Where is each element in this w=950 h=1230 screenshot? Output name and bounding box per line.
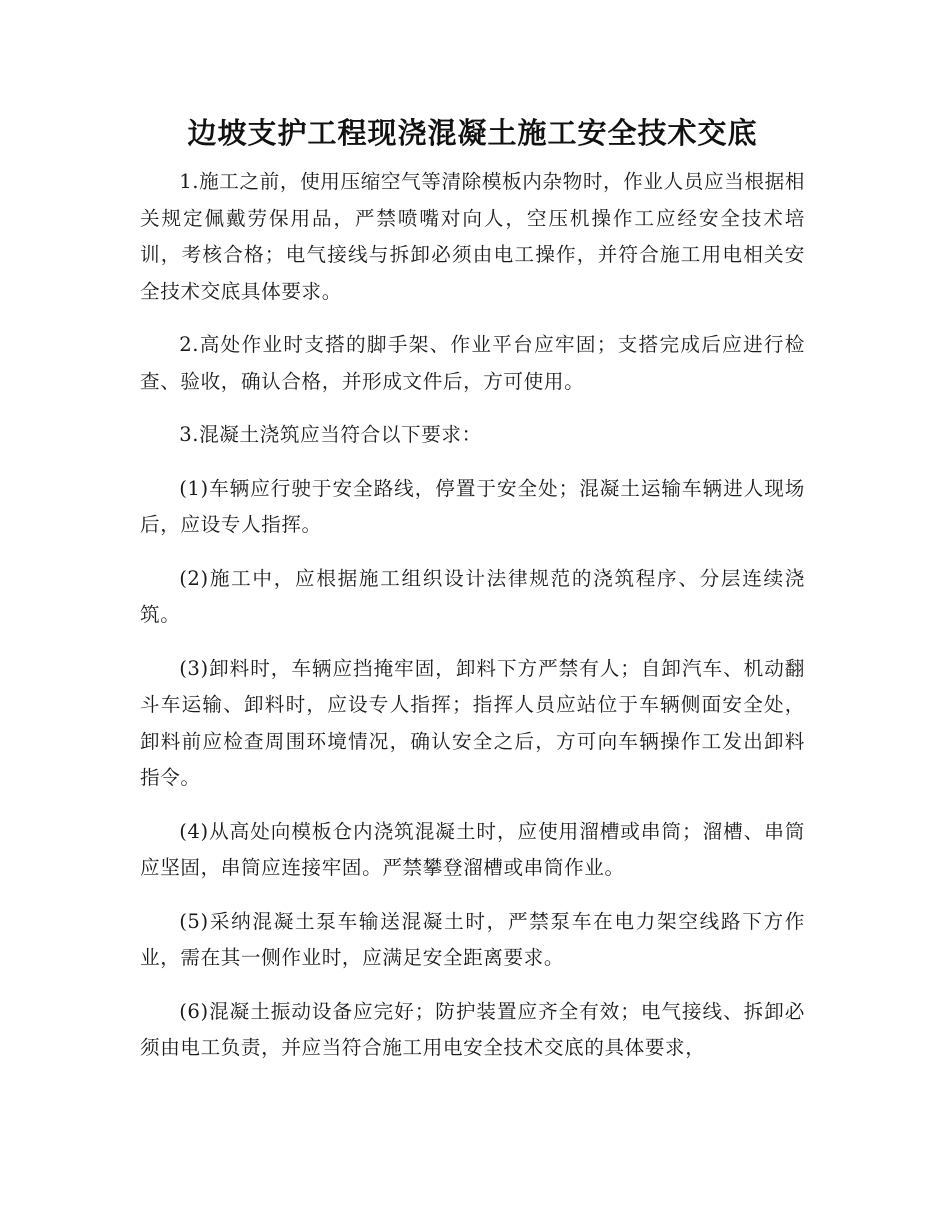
document-page [140, 108, 805, 1084]
paragraph-3-5: (5)采纳混凝土泵车输送混凝土时，严禁泵车在电力架空线路下方作业，需在其一侧作业时，应满足安全距离要求。 [140, 909, 805, 969]
paragraph-3-2: (2)施工中，应根据施工组织设计法律规范的浇筑程序、分层连续浇筑。 [140, 566, 805, 626]
paragraph-3-6: (6)混凝土振动设备应完好；防护装置应齐全有效；电气接线、拆卸必须由电工负责，并应当符合施工用电安全技术交底的具体要求， [140, 999, 805, 1059]
paragraph-3-3: (3)卸料时，车辆应挡掩牢固，卸料下方严禁有人；自卸汽车、机动翻斗车运输、卸料时，应设专人指挥；指挥人员应站位于车辆侧面安全处，卸料前应检查周围环境情况，确认安全之后，方可向车辆操作工发出卸料指令。 [140, 656, 805, 789]
paragraph-2: 2.高处作业时支搭的脚手架、作业平台应牢固；支搭完成后应进行检查、验收，确认合格，并形成文件后，方可使用。 [140, 333, 805, 393]
paragraph-3-1: (1)车辆应行驶于安全路线，停置于安全处；混凝土运输车辆进人现场后，应设专人指挥。 [140, 476, 805, 536]
paragraph-3: 3.混凝土浇筑应当符合以下要求： [179, 423, 482, 446]
paragraph-3-4: (4)从高处向模板仓内浇筑混凝土时，应使用溜槽或串筒；溜槽、串筒应坚固，串筒应连接牢固。严禁攀登溜槽或串筒作业。 [140, 819, 805, 879]
paragraph-1: 1.施工之前，使用压缩空气等清除模板内杂物时，作业人员应当根据相关规定佩戴劳保用品，严禁喷嘴对向人，空压机操作工应经安全技术培训，考核合格；电气接线与拆卸必须由电工操作，并符合施工用电相关安全技术交底具体要求。 [140, 170, 805, 303]
document-title: 边坡支护工程现浇混凝土施工安全技术交底 [187, 116, 758, 150]
